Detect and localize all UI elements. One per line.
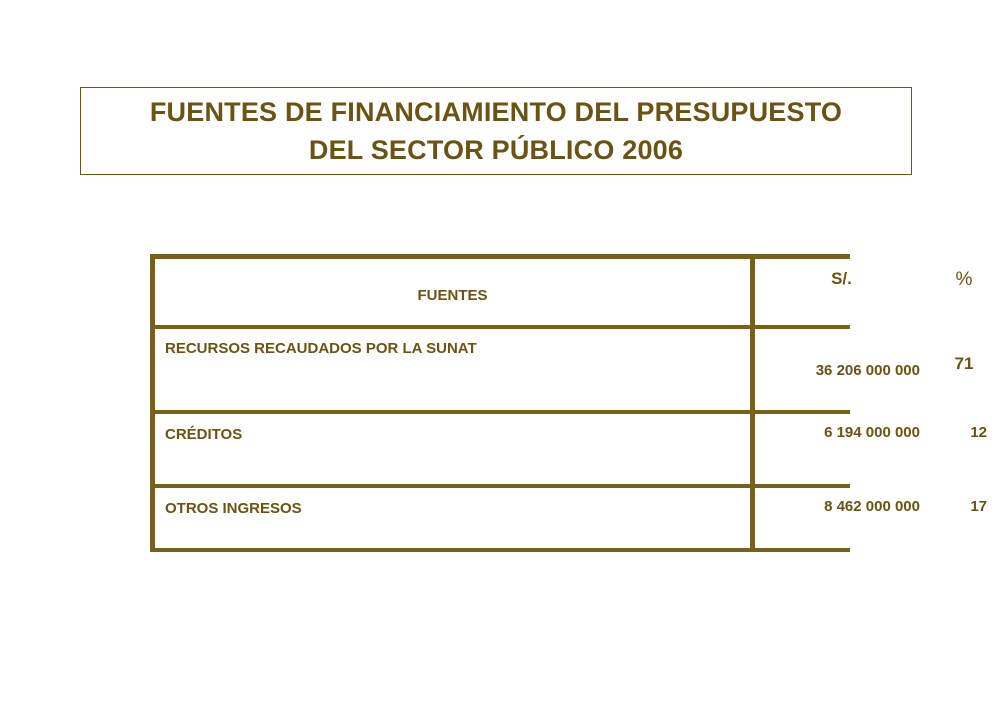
row-percent-sunat: 71: [933, 329, 995, 410]
row-percent-otros: 17: [933, 488, 995, 548]
header-fuentes: FUENTES: [155, 259, 750, 325]
row-soles-otros: 8 462 000 000: [755, 488, 928, 548]
row-fuente-otros: OTROS INGRESOS: [155, 488, 750, 548]
row-percent-creditos: 12: [933, 414, 995, 484]
title-line-1: FUENTES DE FINANCIAMIENTO DEL PRESUPUESTO: [149, 97, 843, 127]
row-soles-sunat: 36 206 000 000: [755, 329, 928, 410]
header-percent: %: [933, 259, 995, 325]
row-soles-creditos: 6 194 000 000: [755, 414, 928, 484]
financing-table: [150, 254, 987, 552]
row-fuente-sunat: RECURSOS RECAUDADOS POR LA SUNAT: [155, 329, 750, 410]
row-fuente-creditos: CRÉDITOS: [155, 414, 750, 484]
slide-title: [80, 87, 912, 175]
title-line-2: DEL SECTOR PÚBLICO 2006: [308, 135, 684, 165]
header-soles: S/.: [755, 259, 928, 325]
